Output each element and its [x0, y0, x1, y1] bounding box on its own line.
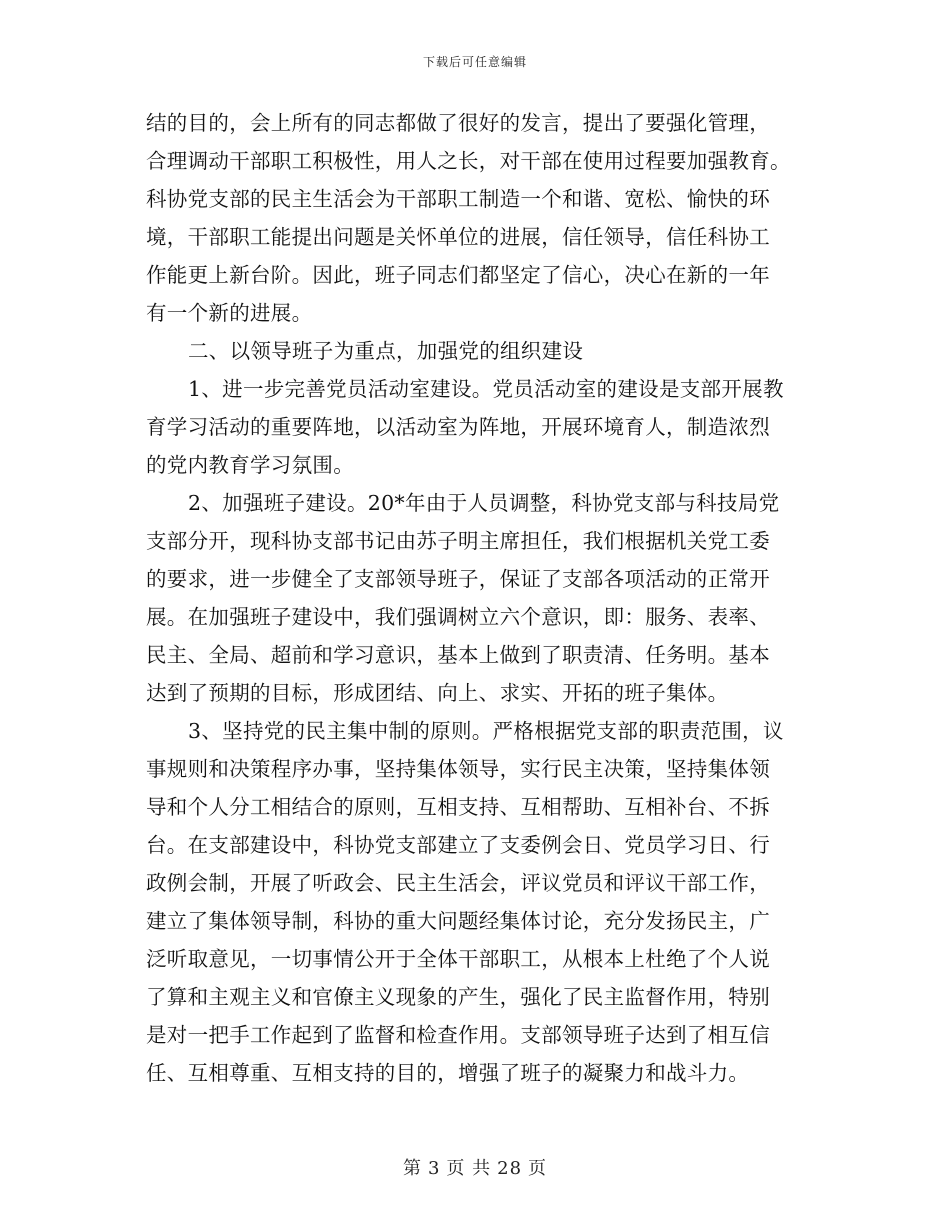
text-line: 3、坚持党的民主集中制的原则。严格根据党支部的职责范围，议 [188, 719, 784, 743]
page-header: 下载后可任意编辑 [422, 55, 527, 69]
page-label-suffix: 页 [528, 1158, 548, 1179]
paragraph-continuation [146, 104, 808, 332]
text-line: 泛听取意见，一切事情公开于全体干部职工，从根本上杜绝了个人说 [146, 947, 770, 971]
paragraph-item-1 [146, 370, 808, 484]
text-line: 有一个新的进展。 [146, 301, 313, 325]
text-line: 的党内教育学习氛围。 [146, 453, 354, 477]
text-line: 事规则和决策程序办事，坚持集体领导，实行民主决策，坚持集体领 [146, 757, 770, 781]
section-heading-text: 二、以领导班子为重点，加强党的组织建设 [188, 339, 584, 363]
text-line: 1、进一步完善党员活动室建设。党员活动室的建设是支部开展教 [188, 377, 784, 401]
total-pages-number: 28 [497, 1158, 523, 1179]
paragraph-item-3 [146, 712, 808, 1092]
text-line: 科协党支部的民主生活会为干部职工制造一个和谐、宽松、愉快的环 [146, 187, 770, 211]
text-line: 合理调动干部职工积极性，用人之长，对干部在使用过程要加强教育。 [146, 149, 791, 173]
text-line: 支部分开，现科协支部书记由苏子明主席担任，我们根据机关党工委 [146, 529, 770, 553]
section-heading [146, 332, 808, 370]
page-footer [0, 1154, 950, 1180]
paragraph-item-2 [146, 484, 808, 712]
text-line: 政例会制，开展了听政会、民主生活会，评议党员和评议干部工作， [146, 871, 770, 895]
page-label-prefix: 第 [402, 1158, 422, 1179]
text-line: 2、加强班子建设。20*年由于人员调整，科协党支部与科技局党 [188, 491, 780, 515]
page-label-mid: 页 共 [446, 1158, 492, 1179]
document-body [146, 104, 808, 1092]
text-line: 是对一把手工作起到了监督和检查作用。支部领导班子达到了相互信 [146, 1023, 770, 1047]
text-line: 育学习活动的重要阵地，以活动室为阵地，开展环境育人，制造浓烈 [146, 415, 770, 439]
text-line: 展。在加强班子建设中，我们强调树立六个意识，即：服务、表率、 [146, 605, 770, 629]
current-page-number: 3 [427, 1158, 441, 1179]
text-line: 境，干部职工能提出问题是关怀单位的进展，信任领导，信任科协工 [146, 225, 770, 249]
text-line: 建立了集体领导制，科协的重大问题经集体讨论，充分发扬民主，广 [146, 909, 770, 933]
text-line: 作能更上新台阶。因此，班子同志们都坚定了信心，决心在新的一年 [146, 263, 770, 287]
text-line: 结的目的，会上所有的同志都做了很好的发言，提出了要强化管理， [146, 111, 770, 135]
text-line: 导和个人分工相结合的原则，互相支持、互相帮助、互相补台、不拆 [146, 795, 770, 819]
text-line: 了算和主观主义和官僚主义现象的产生，强化了民主监督作用，特别 [146, 985, 770, 1009]
text-line: 民主、全局、超前和学习意识，基本上做到了职责清、任务明。基本 [146, 643, 770, 667]
text-line: 任、互相尊重、互相支持的目的，增强了班子的凝聚力和战斗力。 [146, 1061, 750, 1085]
text-line: 达到了预期的目标，形成团结、向上、求实、开拓的班子集体。 [146, 681, 729, 705]
text-line: 台。在支部建设中，科协党支部建立了支委例会日、党员学习日、行 [146, 833, 770, 857]
text-line: 的要求，进一步健全了支部领导班子，保证了支部各项活动的正常开 [146, 567, 770, 591]
